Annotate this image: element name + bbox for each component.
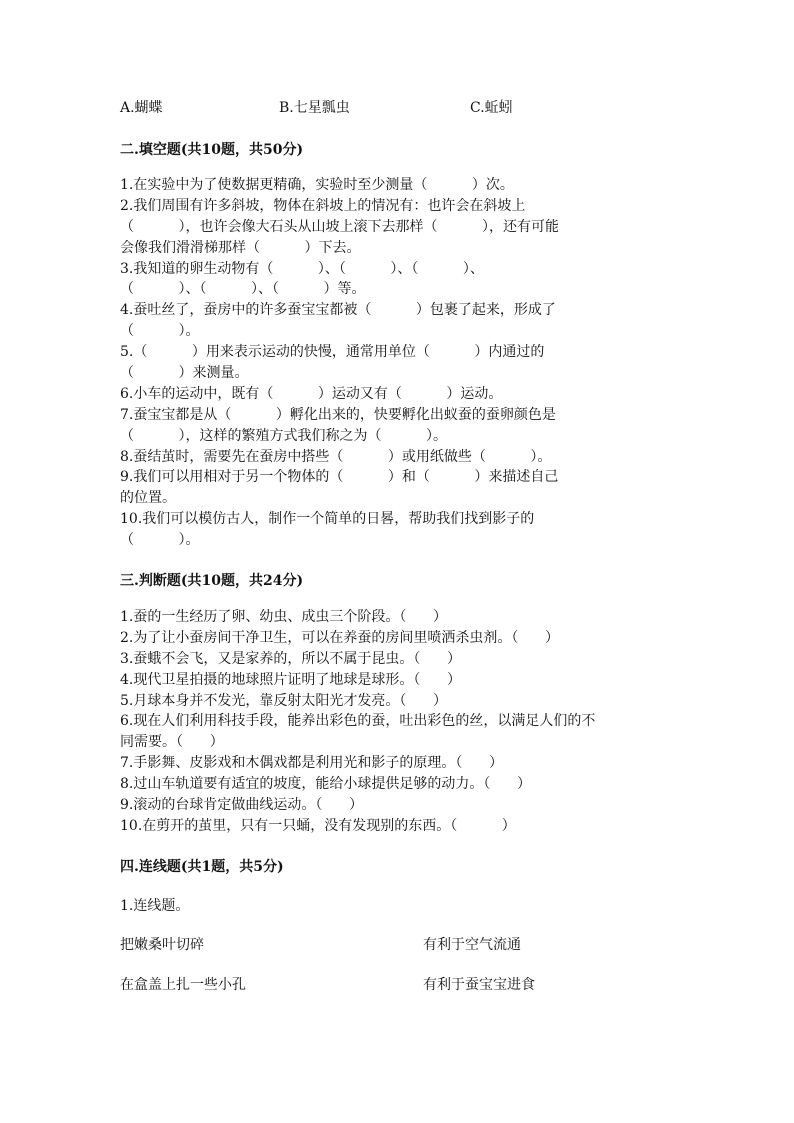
question-line: 1.蚕的一生经历了卵、幼虫、成虫三个阶段。（ ） [120,609,448,625]
question-line: 6.小车的运动中，既有（ ）运动又有（ ）运动。 [120,385,503,402]
question-line: 4.现代卫星拍摄的地球照片证明了地球是球形。（ ） [120,671,462,688]
choice-options [120,97,680,117]
question-line: （ ）来测量。 [120,365,249,382]
question-line: 3.我知道的卵生动物有（ ）、（ ）、（ ）、 [120,260,484,277]
question-line: （ ）、（ ）、（ ）等。 [120,281,366,298]
judge-section-title: 三.判断题(共10题，共24分) [120,573,304,589]
question-line: 1.在实验中为了使数据更精确，实验时至少测量（ ）次。 [120,177,514,193]
question-line: 6.现在人们利用科技手段，能养出彩色的蚕，吐出彩色的丝，以满足人们的不 [120,713,596,730]
question-line: 7.手影舞、皮影戏和木偶戏都是利用光和影子的原理。（ ） [120,755,504,772]
match-right-item: 有利于蚕宝宝进食 [423,977,535,993]
judge-questions [120,607,680,837]
question-line: 4.蚕吐丝了，蚕房中的许多蚕宝宝都被（ ）包裹了起来，形成了 [120,302,556,319]
question-line: 7.蚕宝宝都是从（ ）孵化出来的，快要孵化出蚁蚕的蚕卵颜色是 [120,406,556,423]
question-line: 8.蚕结茧时，需要先在蚕房中搭些（ ）或用纸做些（ ）。 [120,448,552,465]
question-line: 5.（ ）用来表示运动的快慢，通常用单位（ ）内通过的 [120,344,545,361]
question-line: 9.我们可以用相对于另一个物体的（ ）和（ ）来描述自己 [120,469,559,486]
fill-questions [120,175,680,551]
option-c: C.蚯蚓 [470,100,513,116]
match-left-item: 在盒盖上扎一些小孔 [120,977,246,993]
match-section-title: 四.连线题(共1题，共5分) [120,859,284,875]
match-right-item: 有利于空气流通 [423,937,521,953]
question-line: 3.蚕蛾不会飞，又是家养的，所以不属于昆虫。（ ） [120,650,462,667]
question-line: 会像我们滑滑梯那样（ ）下去。 [120,239,361,256]
question-line: 5.月球本身并不发光，靠反射太阳光才发亮。（ ） [120,692,448,709]
question-line: 2.为了让小蚕房间干净卫生，可以在养蚕的房间里喷洒杀虫剂。（ ） [120,629,560,646]
question-line: 10.我们可以模仿古人，制作一个简单的日晷，帮助我们找到影子的 [120,511,535,528]
question-line: 同需要。（ ） [120,734,224,751]
question-line: 10.在剪开的茧里，只有一只蛹，没有发现别的东西。（ ） [120,817,516,834]
question-line: （ ）。 [120,532,200,549]
question-line: （ ），也许会像大石头从山坡上滚下去那样（ ），还有可能 [120,218,560,235]
question-line: 8.过山车轨道要有适宜的坡度，能给小球提供足够的动力。（ ） [120,776,532,793]
option-b: B.七星瓢虫 [279,100,350,116]
question-line: （ ），这样的繁殖方式我们称之为（ ）。 [120,427,448,444]
option-a: A.蝴蝶 [120,100,163,116]
question-line: 2.我们周围有许多斜坡，物体在斜坡上的情况有：也许会在斜坡上 [120,197,526,214]
question-line: 的位置。 [120,490,176,507]
match-prompt: 1.连线题。 [120,898,190,914]
match-left-item: 把嫩桑叶切碎 [120,937,204,953]
question-line: （ ）。 [120,323,200,340]
question-line: 9.滚动的台球肯定做曲线运动。（ ） [120,797,364,814]
fill-section-title: 二.填空题(共10题，共50分) [120,142,304,158]
